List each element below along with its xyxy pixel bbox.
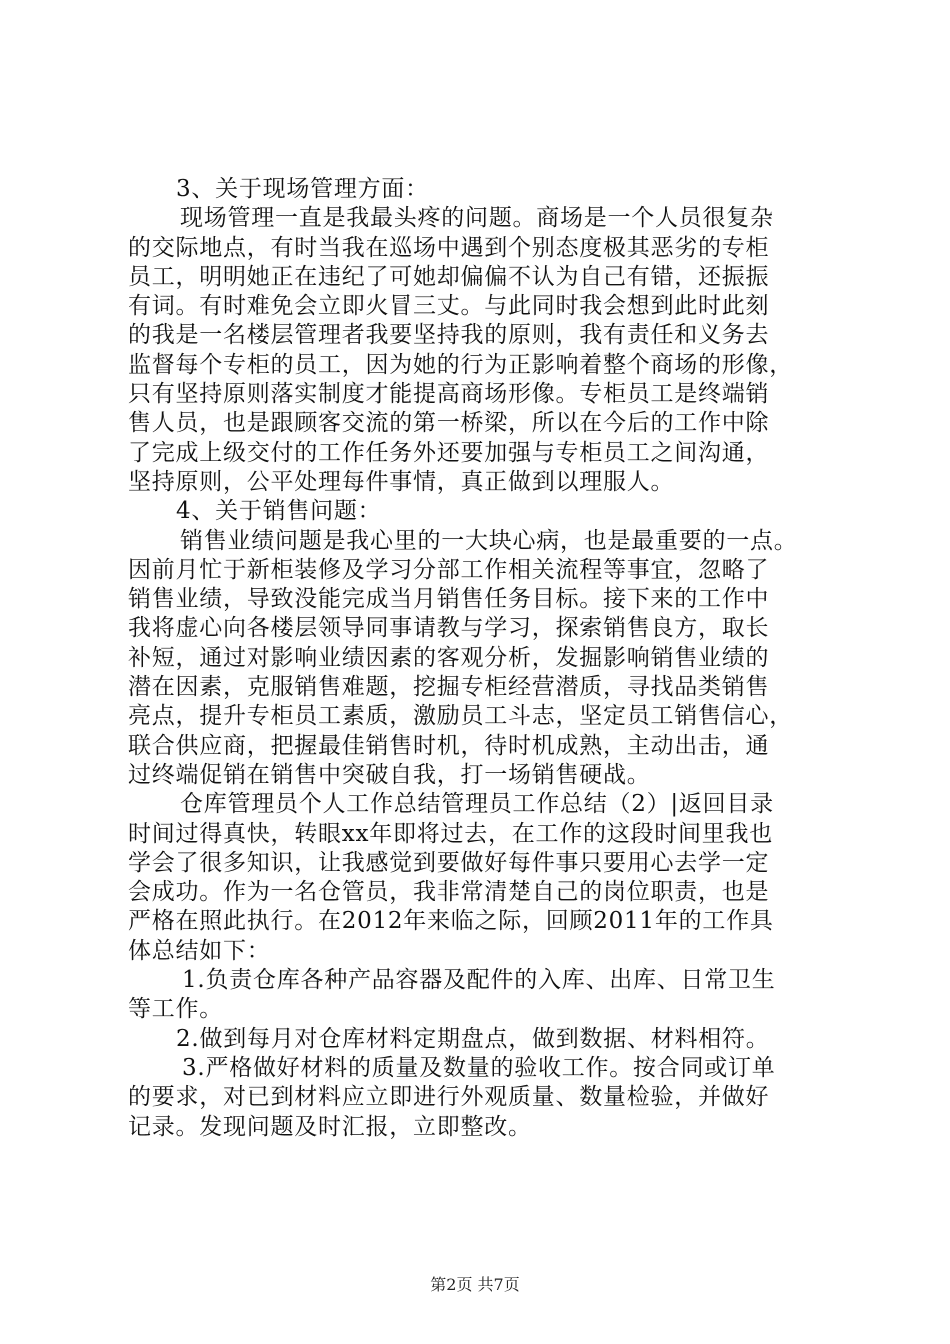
paragraph-line: 的我是一名楼层管理者我要坚持我的原则，我有责任和义务去 [128, 322, 770, 349]
paragraph-line: 亮点，提升专柜员工素质，激励员工斗志，坚定员工销售信心， [128, 703, 793, 730]
paragraph-line: 的要求，对已到材料应立即进行外观质量、数量检验，并做好 [128, 1084, 770, 1111]
paragraph-line: 因前月忙于新柜装修及学习分部工作相关流程等事宜，忽略了 [128, 556, 770, 583]
paragraph-line: 体总结如下： [128, 937, 271, 964]
section-heading-3: 3、关于现场管理方面： [176, 176, 429, 202]
paragraph-line: 过终端促销在销售中突破自我，打一场销售硬战。 [128, 761, 651, 788]
paragraph-line: 现场管理一直是我最头疼的问题。商场是一个人员很复杂 [180, 205, 774, 232]
paragraph-line: 坚持原则，公平处理每件事情，真正做到以理服人。 [128, 468, 675, 495]
paragraph-line: 严格在照此执行。在2012年来临之际，回顾2011年的工作具 [128, 908, 774, 935]
paragraph-line: 有词。有时难免会立即火冒三丈。与此同时我会想到此时此刻 [128, 293, 770, 320]
paragraph-line: 销售业绩问题是我心里的一大块心病，也是最重要的一点。 [180, 527, 798, 554]
document-body [128, 175, 832, 1142]
paragraph-line: 记录。发现问题及时汇报，立即整改。 [128, 1113, 532, 1140]
paragraph-line: 时间过得真快，转眼xx年即将过去，在工作的这段时间里我也 [128, 820, 773, 847]
paragraph-line: 潜在因素，克服销售难题，挖掘专柜经营潜质，寻找品类销售 [128, 674, 770, 701]
paragraph-line: 的交际地点，有时当我在巡场中遇到个别态度极其恶劣的专柜 [128, 234, 770, 261]
paragraph-line: 会成功。作为一名仓管员，我非常清楚自己的岗位职责，也是 [128, 879, 770, 906]
paragraph-line: 只有坚持原则落实制度才能提高商场形像。专柜员工是终端销 [128, 381, 770, 408]
paragraph-line: 监督每个专柜的员工，因为她的行为正影响着整个商场的形像， [128, 351, 793, 378]
section-heading-4: 4、关于销售问题： [176, 498, 382, 525]
paragraph-line: 员工，明明她正在违纪了可她却偏偏不认为自己有错，还振振 [128, 263, 770, 290]
paragraph-line: 销售业绩，导致没能完成当月销售任务目标。接下来的工作中 [128, 586, 770, 613]
paragraph-line: 学会了很多知识，让我感觉到要做好每件事只要用心去学一定 [128, 849, 770, 876]
page-number-footer: 第2页 共7页 [430, 1275, 520, 1294]
list-item-2: 2.做到每月对仓库材料定期盘点，做到数据、材料相符。 [176, 1025, 770, 1052]
list-item-1: 1.负责仓库各种产品容器及配件的入库、出库、日常卫生 [182, 967, 776, 994]
paragraph-line: 等工作。 [128, 996, 223, 1023]
paragraph-line: 了完成上级交付的工作任务外还要加强与专柜员工之间沟通， [128, 439, 770, 466]
paragraph-line: 我将虚心向各楼层领导同事请教与学习，探索销售良方，取长 [128, 615, 770, 642]
paragraph-line: 补短，通过对影响业绩因素的客观分析，发掘影响销售业绩的 [128, 644, 770, 671]
list-item-3: 3.严格做好材料的质量及数量的验收工作。按合同或订单 [182, 1054, 776, 1081]
paragraph-line: 联合供应商，把握最佳销售时机，待时机成熟，主动出击，通 [128, 732, 770, 759]
section-title-line: 仓库管理员个人工作总结管理员工作总结（2）|返回目录 [180, 791, 774, 818]
paragraph-line: 售人员，也是跟顾客交流的第一桥梁，所以在今后的工作中除 [128, 410, 770, 437]
